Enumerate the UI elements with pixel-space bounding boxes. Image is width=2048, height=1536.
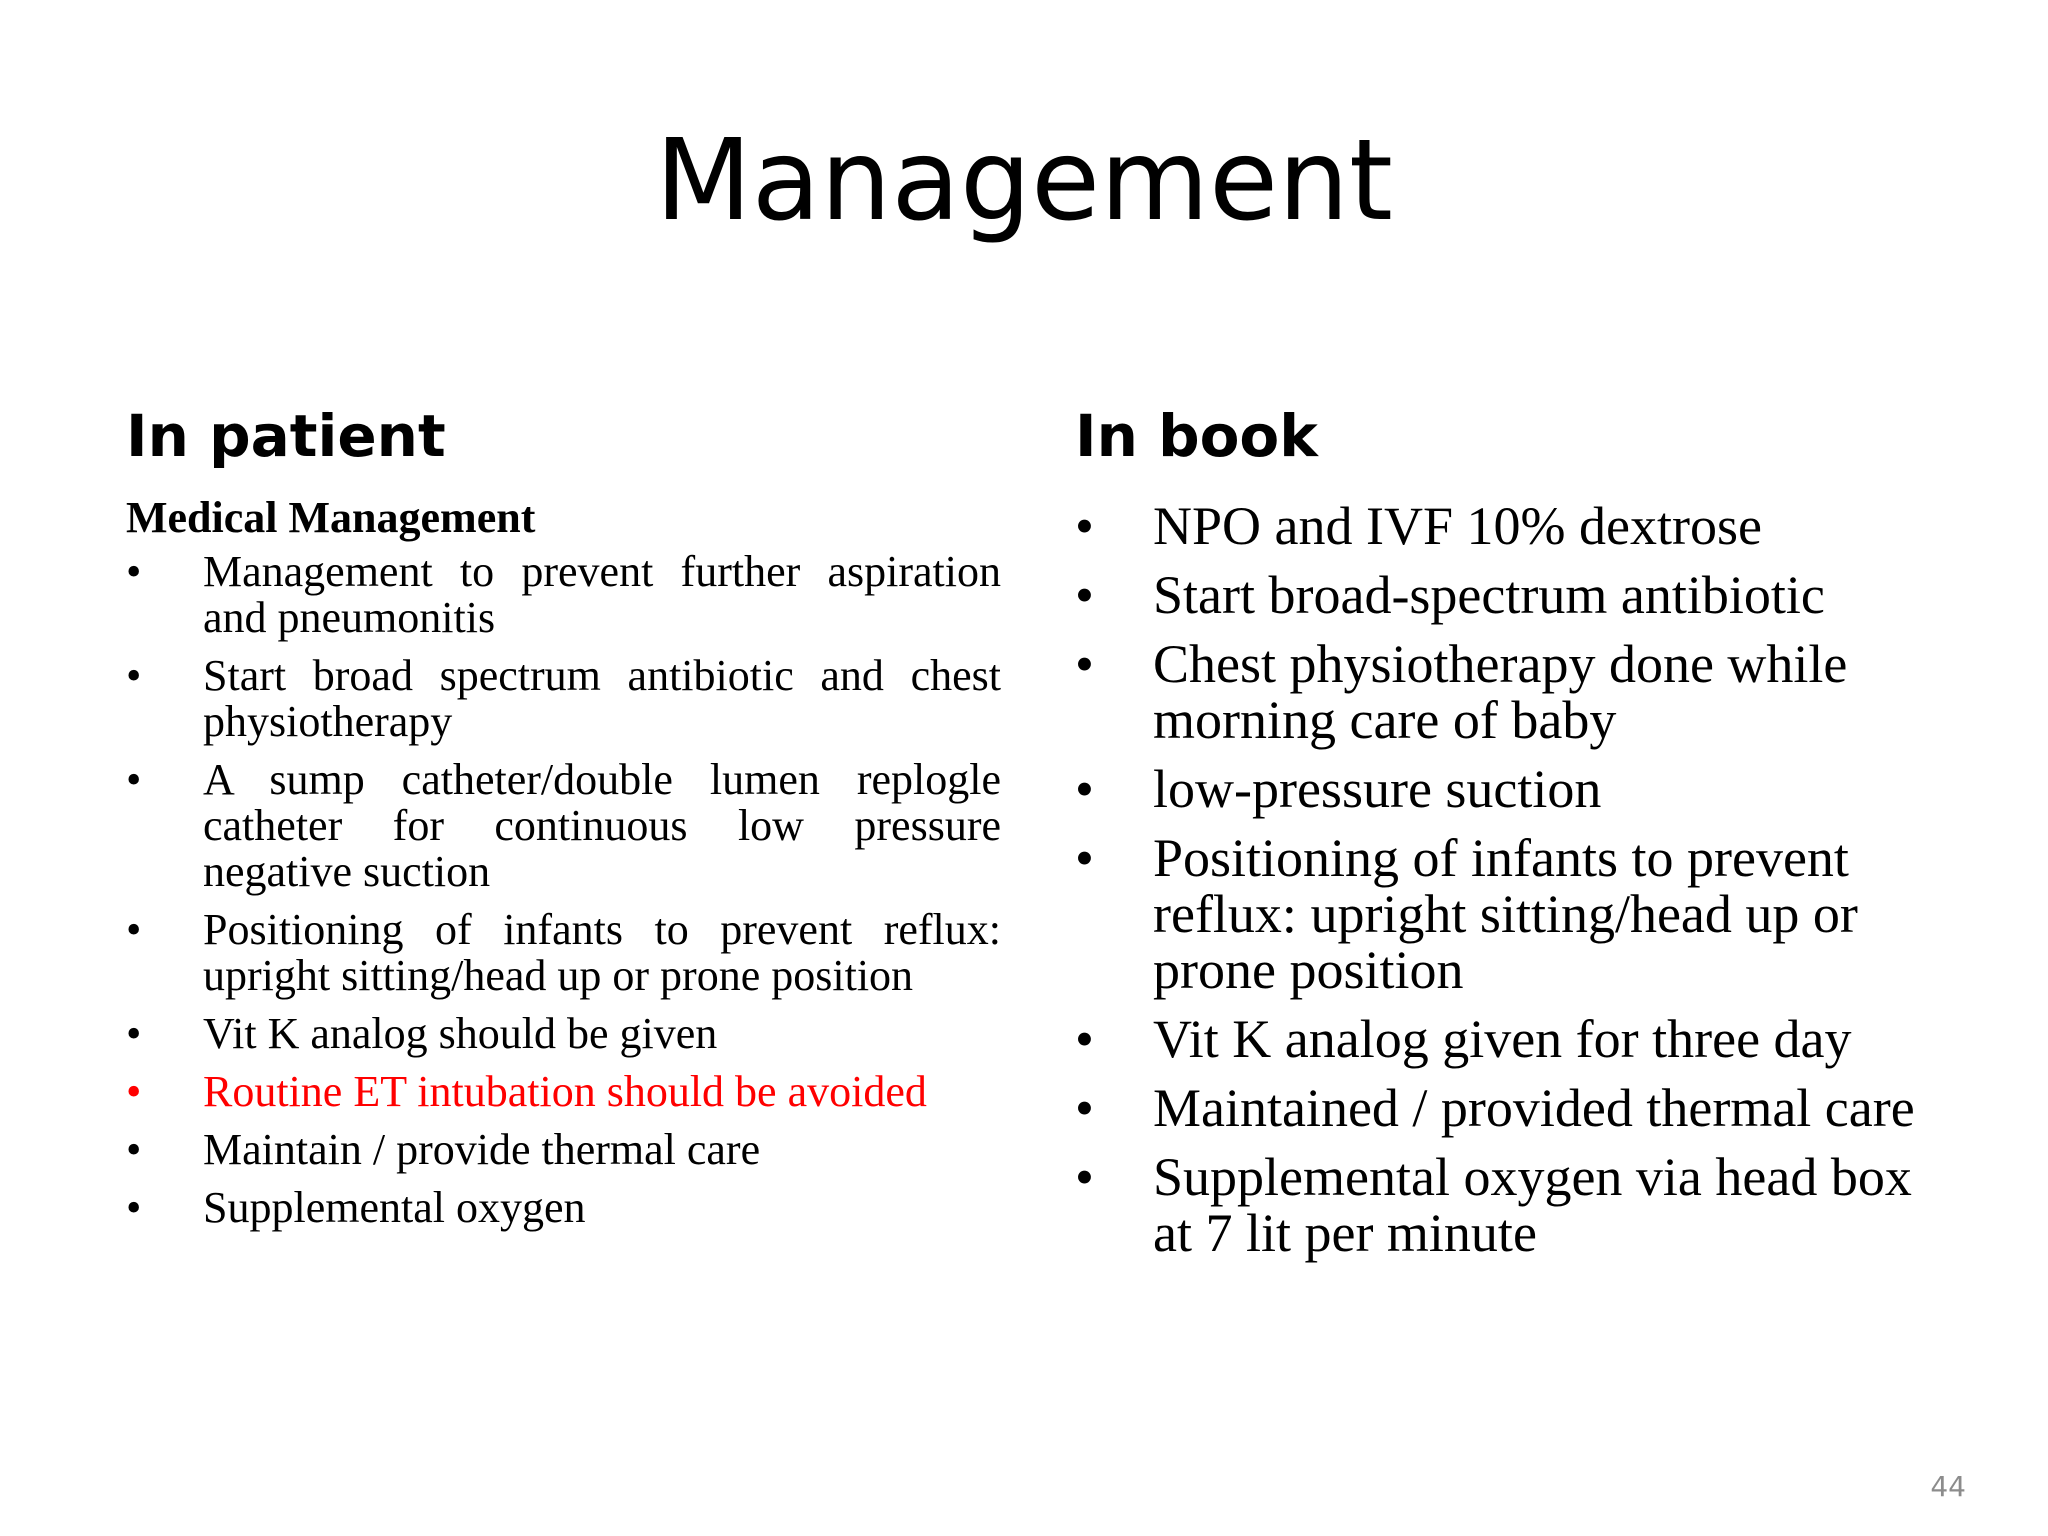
list-item-text: Positioning of infants to prevent reflux: upright sitting/head up or prone position (1153, 828, 1858, 1000)
list-item (126, 907, 1001, 999)
bullet-icon: • (1075, 828, 1094, 888)
list-item (126, 1185, 1001, 1231)
list-item-text: Maintained / provided thermal care (1153, 1078, 1915, 1138)
bullet-icon: • (1075, 565, 1094, 625)
slide-title: Management (655, 116, 1393, 246)
bullet-icon: • (126, 651, 142, 700)
list-item (1075, 498, 1925, 554)
list-item (1075, 1080, 1925, 1136)
list-item-text: Routine ET intubation should be avoided (203, 1067, 927, 1116)
page-number: 44 (1930, 1470, 1966, 1503)
right-column-heading: In book (1075, 402, 1318, 470)
bullet-icon: • (126, 1009, 142, 1058)
right-bullet-list (1075, 498, 1925, 1261)
bullet-icon: • (126, 547, 142, 596)
bullet-icon: • (126, 755, 142, 804)
bullet-icon: • (1075, 1009, 1094, 1069)
left-bullet-list (126, 549, 1001, 1231)
left-column-heading: In patient (126, 402, 446, 470)
bullet-icon: • (126, 1125, 142, 1174)
list-item-text: Vit K analog should be given (203, 1009, 718, 1058)
left-column (126, 495, 1001, 1243)
bullet-icon: • (126, 1067, 142, 1116)
bullet-icon: • (126, 905, 142, 954)
list-item-text: Management to prevent further aspiration and pneumonitis (203, 547, 1001, 642)
list-item (126, 1127, 1001, 1173)
list-item (126, 757, 1001, 895)
bullet-icon: • (1075, 1078, 1094, 1138)
list-item (1075, 567, 1925, 623)
bullet-icon: • (1075, 759, 1094, 819)
bullet-icon: • (1075, 634, 1094, 694)
list-item (1075, 1011, 1925, 1067)
right-column (1075, 498, 1925, 1274)
list-item (126, 1011, 1001, 1057)
list-item-text: Vit K analog given for three day (1153, 1009, 1852, 1069)
list-item-text: Positioning of infants to prevent reflux: upright sitting/head up or prone position (203, 905, 1001, 1000)
list-item-text: NPO and IVF 10% dextrose (1153, 496, 1762, 556)
list-item-highlighted (126, 1069, 1001, 1115)
list-item (1075, 761, 1925, 817)
list-item-text: Maintain / provide thermal care (203, 1125, 761, 1174)
list-item (1075, 636, 1925, 748)
list-item-text: low-pressure suction (1153, 759, 1602, 819)
list-item (126, 653, 1001, 745)
list-item (1075, 830, 1925, 998)
list-item-text: A sump catheter/double lumen replogle catheter for continuous low pressure negative suction (203, 755, 1001, 896)
list-item-text: Start broad-spectrum antibiotic (1153, 565, 1825, 625)
bullet-icon: • (1075, 496, 1094, 556)
list-item (1075, 1149, 1925, 1261)
list-item-text: Chest physiotherapy done while morning care of baby (1153, 634, 1848, 750)
left-subheading: Medical Management (126, 493, 536, 542)
list-item (126, 549, 1001, 641)
list-item-text: Start broad spectrum antibiotic and chest physiotherapy (203, 651, 1001, 746)
list-item-text: Supplemental oxygen (203, 1183, 586, 1232)
list-item-text: Supplemental oxygen via head box at 7 lit per minute (1153, 1147, 1912, 1263)
bullet-icon: • (1075, 1147, 1094, 1207)
bullet-icon: • (126, 1183, 142, 1232)
